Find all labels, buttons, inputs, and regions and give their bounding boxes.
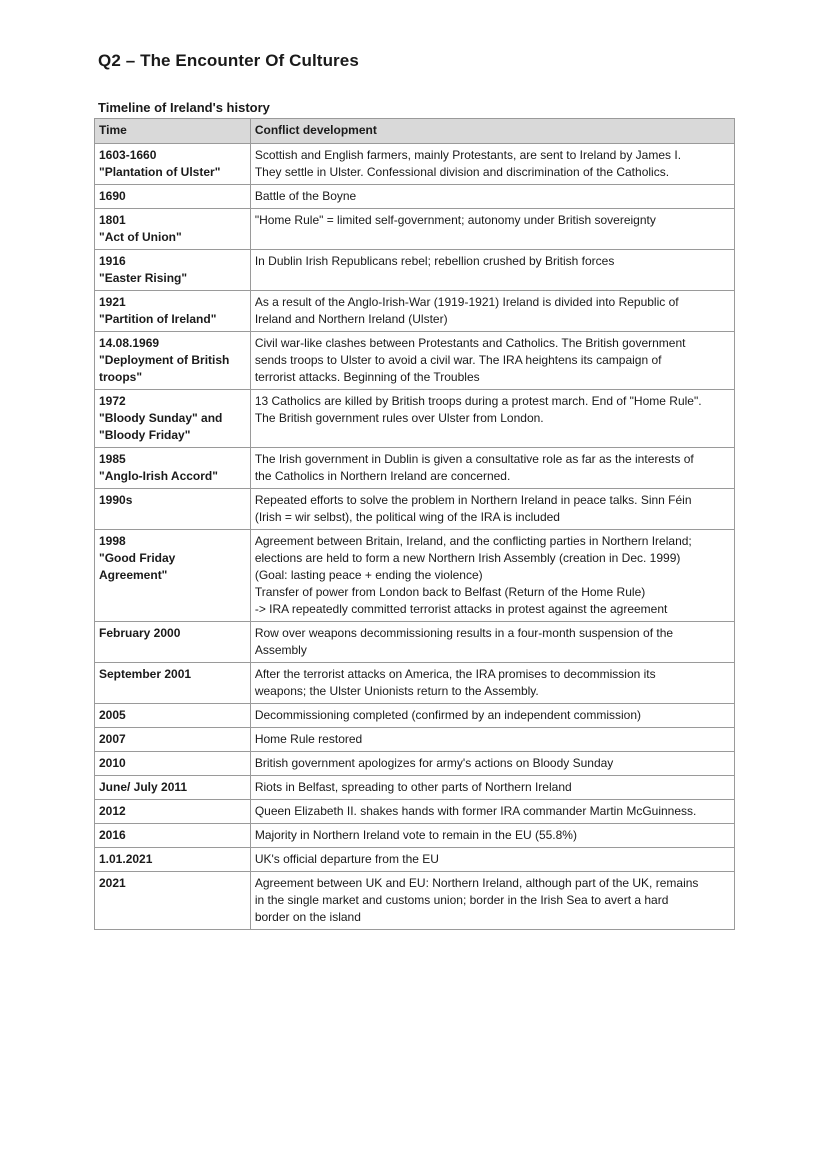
table-row: [95, 704, 735, 728]
conflict-development-cell: Agreement between UK and EU: Northern Ireland, although part of the UK, remains in the single market and customs union; border in the Irish Sea to avert a hard border on the island: [250, 872, 734, 930]
table-row: [95, 332, 735, 390]
conflict-development-cell: UK's official departure from the EU: [250, 848, 734, 872]
time-cell: 2016: [95, 824, 251, 848]
time-cell: 1.01.2021: [95, 848, 251, 872]
conflict-development-cell: Scottish and English farmers, mainly Protestants, are sent to Ireland by James I. They settle in Ulster. Confessional division and discrimination of the Catholics.: [250, 144, 734, 185]
table-caption: Timeline of Ireland's history: [98, 100, 270, 115]
conflict-development-cell: The Irish government in Dublin is given a consultative role as far as the interests of the Catholics in Northern Ireland are concerned.: [250, 448, 734, 489]
conflict-development-cell: In Dublin Irish Republicans rebel; rebellion crushed by British forces: [250, 250, 734, 291]
table-row: [95, 489, 735, 530]
time-cell: 1690: [95, 185, 251, 209]
table-row: [95, 663, 735, 704]
table-row: [95, 848, 735, 872]
column-header-time: Time: [95, 119, 251, 144]
table-row: [95, 185, 735, 209]
table-row: [95, 800, 735, 824]
page-title: Q2 – The Encounter Of Cultures: [98, 51, 359, 70]
time-cell: 2010: [95, 752, 251, 776]
table-header-row: [95, 119, 735, 144]
conflict-development-cell: Decommissioning completed (confirmed by an independent commission): [250, 704, 734, 728]
table-row: [95, 776, 735, 800]
time-cell: 1990s: [95, 489, 251, 530]
time-cell: 2005: [95, 704, 251, 728]
conflict-development-cell: "Home Rule" = limited self-government; autonomy under British sovereignty: [250, 209, 734, 250]
conflict-development-cell: 13 Catholics are killed by British troops during a protest march. End of "Home Rule". The British government rules over Ulster from London.: [250, 390, 734, 448]
table-row: [95, 728, 735, 752]
conflict-development-cell: Riots in Belfast, spreading to other parts of Northern Ireland: [250, 776, 734, 800]
conflict-development-cell: Majority in Northern Ireland vote to remain in the EU (55.8%): [250, 824, 734, 848]
table-row: [95, 824, 735, 848]
time-cell: 1972 "Bloody Sunday" and "Bloody Friday": [95, 390, 251, 448]
table-row: [95, 209, 735, 250]
time-cell: 1916 "Easter Rising": [95, 250, 251, 291]
conflict-development-cell: Repeated efforts to solve the problem in Northern Ireland in peace talks. Sinn Féin (Irish = wir selbst), the political wing of the IRA is included: [250, 489, 734, 530]
table-row: [95, 622, 735, 663]
time-cell: 2021: [95, 872, 251, 930]
conflict-development-cell: Civil war-like clashes between Protestants and Catholics. The British government sends troops to Ulster to avoid a civil war. The IRA heightens its campaign of terrorist attacks. Beginning of the Troubles: [250, 332, 734, 390]
time-cell: 1985 "Anglo-Irish Accord": [95, 448, 251, 489]
conflict-development-cell: Home Rule restored: [250, 728, 734, 752]
table-row: [95, 390, 735, 448]
timeline-body: [95, 144, 735, 930]
time-cell: 2007: [95, 728, 251, 752]
conflict-development-cell: After the terrorist attacks on America, the IRA promises to decommission its weapons; the Ulster Unionists return to the Assembly.: [250, 663, 734, 704]
column-header-conflict-development: Conflict development: [250, 119, 734, 144]
conflict-development-cell: As a result of the Anglo-Irish-War (1919-1921) Ireland is divided into Republic of Ireland and Northern Ireland (Ulster): [250, 291, 734, 332]
time-cell: September 2001: [95, 663, 251, 704]
time-cell: 1921 "Partition of Ireland": [95, 291, 251, 332]
table-row: [95, 752, 735, 776]
timeline-table: [94, 118, 735, 930]
conflict-development-cell: Queen Elizabeth II. shakes hands with former IRA commander Martin McGuinness.: [250, 800, 734, 824]
table-row: [95, 250, 735, 291]
conflict-development-cell: British government apologizes for army's actions on Bloody Sunday: [250, 752, 734, 776]
time-cell: 2012: [95, 800, 251, 824]
time-cell: February 2000: [95, 622, 251, 663]
table-row: [95, 448, 735, 489]
table-row: [95, 144, 735, 185]
time-cell: June/ July 2011: [95, 776, 251, 800]
time-cell: 1801 "Act of Union": [95, 209, 251, 250]
conflict-development-cell: Agreement between Britain, Ireland, and the conflicting parties in Northern Ireland; elections are held to form a new Northern Irish Assembly (creation in Dec. 1999) (Goal: lasting peace + ending the violence) Transfer of power from London back to Belfast (Return of the Home Rule) -> IRA repeatedly committed terrorist attacks in protest against the agreement: [250, 530, 734, 622]
table-row: [95, 291, 735, 332]
time-cell: 14.08.1969 "Deployment of British troops": [95, 332, 251, 390]
time-cell: 1998 "Good Friday Agreement": [95, 530, 251, 622]
table-row: [95, 872, 735, 930]
table-row: [95, 530, 735, 622]
time-cell: 1603-1660 "Plantation of Ulster": [95, 144, 251, 185]
conflict-development-cell: Battle of the Boyne: [250, 185, 734, 209]
conflict-development-cell: Row over weapons decommissioning results in a four-month suspension of the Assembly: [250, 622, 734, 663]
